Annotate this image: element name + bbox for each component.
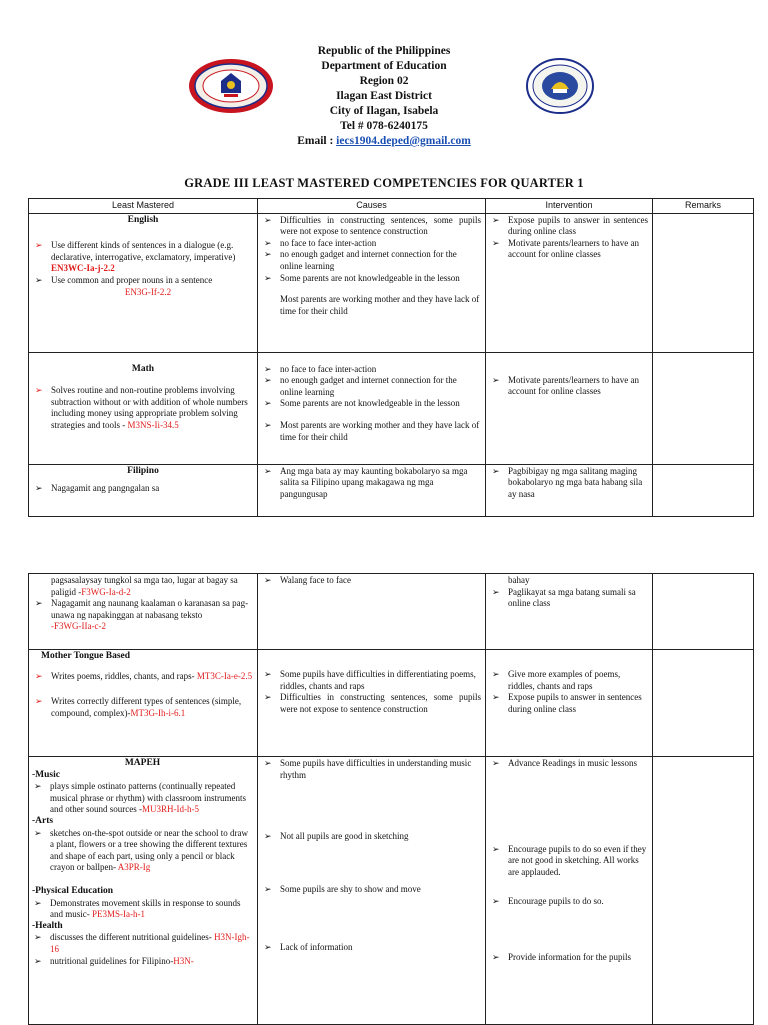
list-item: ➢ Ang mga bata ay may kaunting bokabolaryo sa mga salita sa Filipino upang makagawa ng mga pangungusap bbox=[262, 466, 481, 501]
list-item: ➢ Difficulties in constructing sentences, some pupils were not expose to sentence construction bbox=[262, 692, 481, 715]
subject-title: MAPEH bbox=[124, 758, 161, 768]
list-item: ➢ Motivate parents/learners to have an account for online classes bbox=[490, 238, 648, 261]
remarks-cell bbox=[653, 464, 754, 516]
list-item: ➢ Motivate parents/learners to have an account for online classes bbox=[490, 375, 648, 398]
list-item: ➢ Use common and proper nouns in a sentence bbox=[33, 275, 253, 287]
list-item: ➢ Solves routine and non-routine problems involving subtraction without or with addition of whole numbers including money using appropriate problem solving strategies and tools - M3NS-Ii-34.5 bbox=[33, 385, 253, 431]
header-line: Department of Education bbox=[321, 60, 447, 72]
table-row bbox=[29, 213, 754, 352]
remarks-cell bbox=[653, 574, 754, 650]
causes-cell bbox=[258, 650, 486, 757]
list-item: ➢ Nagagamit ang naunang kaalaman o karanasan sa pag-unawa ng napakinggan at nabasang teksto bbox=[33, 598, 253, 621]
list-item: ➢ Expose pupils to answer in sentences during online class bbox=[490, 692, 648, 715]
list-item: ➢ Demonstrates movement skills in response to sounds and music- PE3MS-Ia-h-1 bbox=[32, 898, 253, 921]
causes-cell bbox=[258, 213, 486, 352]
sub-subject-music: -Music bbox=[32, 769, 60, 780]
list-item: ➢ Difficulties in constructing sentences, some pupils were not expose to sentence construction bbox=[262, 215, 481, 238]
column-header-remarks: Remarks bbox=[653, 199, 754, 214]
list-item: ➢ no enough gadget and internet connection for the online learning bbox=[262, 249, 481, 272]
column-header-least-mastered: Least Mastered bbox=[29, 199, 258, 214]
list-item: ➢ Lack of information bbox=[262, 942, 481, 954]
column-header-causes: Causes bbox=[258, 199, 486, 214]
causes-cell bbox=[258, 757, 486, 1025]
competency-code: -F3WG-IIa-c-2 bbox=[51, 621, 106, 632]
column-header-intervention: Intervention bbox=[486, 199, 653, 214]
list-item: ➢ Provide information for the pupils bbox=[490, 952, 648, 964]
list-item-continued: bahay bbox=[508, 575, 530, 585]
email-label: Email : bbox=[297, 135, 334, 147]
list-item: ➢ Encourage pupils to do so. bbox=[490, 896, 648, 908]
list-item: ➢ Walang face to face bbox=[262, 575, 481, 587]
least-mastered-cell bbox=[29, 352, 258, 464]
list-item: ➢ Some pupils are shy to show and move bbox=[262, 884, 481, 896]
competencies-table-page2 bbox=[28, 573, 754, 1025]
cause-note: Most parents are working mother and they have lack of time for their child bbox=[280, 294, 480, 316]
list-item: ➢ Some pupils have difficulties in understanding music rhythm bbox=[262, 758, 481, 781]
table-row bbox=[29, 574, 754, 650]
list-item: ➢ Some pupils have difficulties in differentiating poems, riddles, chants and raps bbox=[262, 669, 481, 692]
list-item: ➢ Expose pupils to answer in sentences during online class bbox=[490, 215, 648, 238]
causes-cell bbox=[258, 464, 486, 516]
subject-title: English bbox=[127, 214, 159, 225]
sub-subject-arts: -Arts bbox=[32, 815, 54, 826]
header-line: Region 02 bbox=[359, 75, 409, 87]
table-row bbox=[29, 464, 754, 516]
header-line: Republic of the Philippines bbox=[317, 45, 451, 57]
subject-title: Math bbox=[131, 363, 155, 374]
list-item: ➢ Most parents are working mother and they have lack of time for their child bbox=[262, 420, 481, 443]
least-mastered-cell bbox=[29, 464, 258, 516]
causes-cell bbox=[258, 574, 486, 650]
header-line: Ilagan East District bbox=[336, 90, 432, 102]
intervention-cell bbox=[486, 574, 653, 650]
list-item: ➢ Use different kinds of sentences in a dialogue (e.g. declarative, interrogative, exclamatory, imperative) EN3WC-Ia-j-2.2 bbox=[33, 240, 253, 275]
list-item: ➢ nutritional guidelines for Filipino-H3N- bbox=[32, 956, 253, 968]
remarks-cell bbox=[653, 650, 754, 757]
letterhead bbox=[0, 44, 768, 149]
list-item: ➢ sketches on-the-spot outside or near the school to draw a plant, flowers or a tree showing the different textures and shape of each part, using only a pencil or black crayon or ballpen- A3PR-Ig bbox=[32, 828, 253, 874]
intervention-cell bbox=[486, 352, 653, 464]
subject-title: Mother Tongue Based bbox=[41, 651, 131, 661]
least-mastered-cell bbox=[29, 757, 258, 1025]
sub-subject-pe: -Physical Education bbox=[32, 885, 114, 896]
list-item: ➢ Pagbibigay ng mga salitang maging bokabolaryo ng mga bata habang sila ay nasa bbox=[490, 466, 648, 501]
list-item: ➢ no face to face inter-action bbox=[262, 238, 481, 250]
intervention-cell bbox=[486, 650, 653, 757]
least-mastered-cell bbox=[29, 574, 258, 650]
header-line: City of Ilagan, Isabela bbox=[329, 105, 439, 117]
list-item: ➢ Advance Readings in music lessons bbox=[490, 758, 648, 770]
table-row bbox=[29, 757, 754, 1025]
sub-subject-health: -Health bbox=[32, 920, 63, 931]
list-item: ➢ Writes correctly different types of sentences (simple, compound, complex)-MT3G-Ih-i-6.1 bbox=[33, 696, 253, 719]
list-item: ➢ plays simple ostinato patterns (continually repeated musical phrase or rhythm) with classroom instruments and other sound sources -MU3RH-Id-h-5 bbox=[32, 781, 253, 816]
competencies-table-page1 bbox=[28, 198, 754, 517]
list-item: ➢ discusses the different nutritional guidelines- H3N-Igh-16 bbox=[32, 932, 253, 955]
list-item: ➢ Some parents are not knowledgeable in the lesson bbox=[262, 273, 481, 285]
document-title: GRADE III LEAST MASTERED COMPETENCIES FOR QUARTER 1 bbox=[184, 176, 584, 190]
list-item: ➢ Nagagamit ang pangngalan sa bbox=[33, 483, 253, 495]
intervention-cell bbox=[486, 213, 653, 352]
list-item: ➢ Encourage pupils to do so even if they are not good in sketching. All works are applauded. bbox=[490, 844, 648, 879]
list-item-continued: pagsasalaysay tungkol sa mga tao, lugar at bagay sa paligid -F3WG-Ia-d-2 bbox=[51, 575, 238, 597]
list-item: ➢ Not all pupils are good in sketching bbox=[262, 831, 481, 843]
list-item: ➢ Paglikayat sa mga batang sumali sa online class bbox=[490, 587, 648, 610]
list-item: ➢ Give more examples of poems, riddles, chants and raps bbox=[490, 669, 648, 692]
list-item: ➢ Some parents are not knowledgeable in the lesson bbox=[262, 398, 481, 410]
table-row bbox=[29, 352, 754, 464]
list-item: ➢ no face to face inter-action bbox=[262, 364, 481, 376]
subject-title: Filipino bbox=[127, 465, 159, 476]
remarks-cell bbox=[653, 213, 754, 352]
intervention-cell bbox=[486, 464, 653, 516]
header-line: Tel # 078-6240175 bbox=[340, 120, 428, 132]
email-link[interactable]: iecs1904.deped@gmail.com bbox=[336, 135, 471, 147]
remarks-cell bbox=[653, 352, 754, 464]
list-item: ➢ Writes poems, riddles, chants, and raps- MT3C-Ia-e-2.5 bbox=[33, 671, 253, 683]
least-mastered-cell bbox=[29, 650, 258, 757]
remarks-cell bbox=[653, 757, 754, 1025]
intervention-cell bbox=[486, 757, 653, 1025]
table-row bbox=[29, 650, 754, 757]
least-mastered-cell bbox=[29, 213, 258, 352]
competency-code: EN3G-If-2.2 bbox=[124, 286, 172, 297]
list-item: ➢ no enough gadget and internet connection for the online learning bbox=[262, 375, 481, 398]
causes-cell bbox=[258, 352, 486, 464]
email-row bbox=[0, 134, 768, 149]
